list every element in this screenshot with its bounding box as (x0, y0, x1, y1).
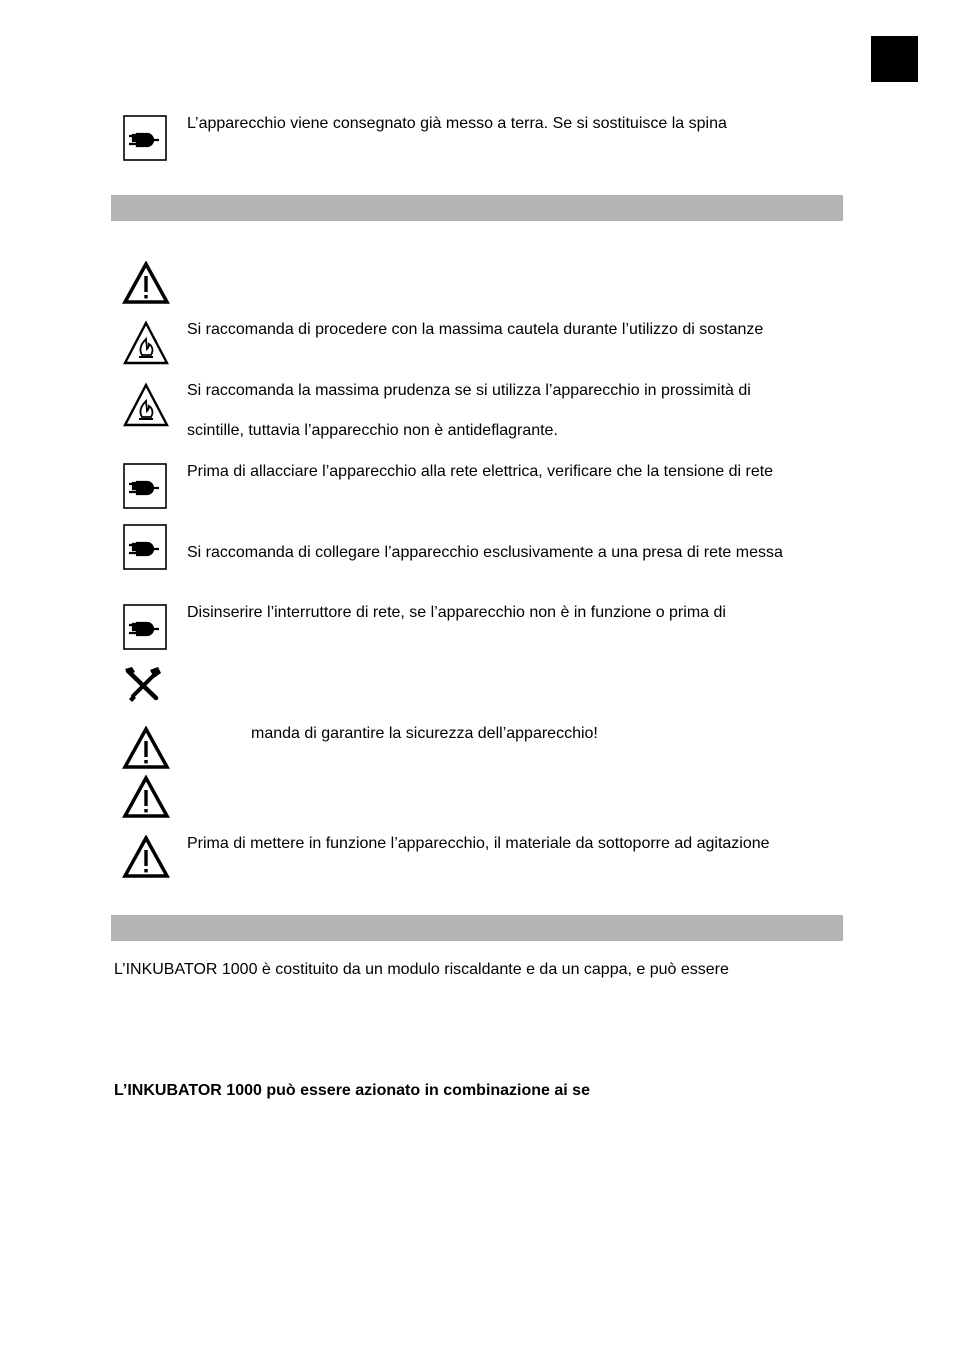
language-tab-marker (871, 36, 918, 82)
caution-substances-text: Si raccomanda di procedere con la massima cautela durante l’utilizzo di sostanze (187, 321, 764, 338)
flammable-icon (122, 382, 170, 428)
flammable-icon (122, 320, 170, 366)
warning-icon (122, 835, 170, 879)
grounded-socket-text: Si raccomanda di collegare l’apparecchio esclusivamente a una presa di rete messa (187, 544, 783, 561)
plug-icon (123, 604, 167, 650)
combination-heading: L’INKUBATOR 1000 può essere azionato in combinazione ai se (114, 1082, 590, 1099)
section-header-bar (111, 915, 843, 941)
warning-icon (122, 726, 170, 770)
warning-icon (122, 261, 170, 305)
tools-icon (123, 665, 163, 703)
warning-icon (122, 775, 170, 819)
safety-text: manda di garantire la sicurezza dell’apparecchio! (251, 725, 598, 742)
prudence-text-line1: Si raccomanda la massima prudenza se si utilizza l’apparecchio in prossimità di (187, 382, 751, 399)
section-header-bar (111, 195, 843, 221)
description-text: L’INKUBATOR 1000 è costituito da un modulo riscaldante e da un cappa, e può essere (114, 961, 729, 978)
disconnect-text: Disinserire l’interruttore di rete, se l’apparecchio non è in funzione o prima di (187, 604, 726, 621)
check-voltage-text: Prima di allacciare l’apparecchio alla rete elettrica, verificare che la tensione di rete (187, 463, 774, 480)
material-text: Prima di mettere in funzione l’apparecchio, il materiale da sottoporre ad agitazione (187, 835, 770, 852)
plug-icon (123, 463, 167, 509)
grounded-plug-text: L’apparecchio viene consegnato già messo a terra. Se si sostituisce la spina (187, 115, 727, 132)
plug-icon (123, 115, 167, 161)
plug-icon (123, 524, 167, 570)
prudence-text-line2: scintille, tuttavia l’apparecchio non è antideflagrante. (187, 422, 558, 439)
